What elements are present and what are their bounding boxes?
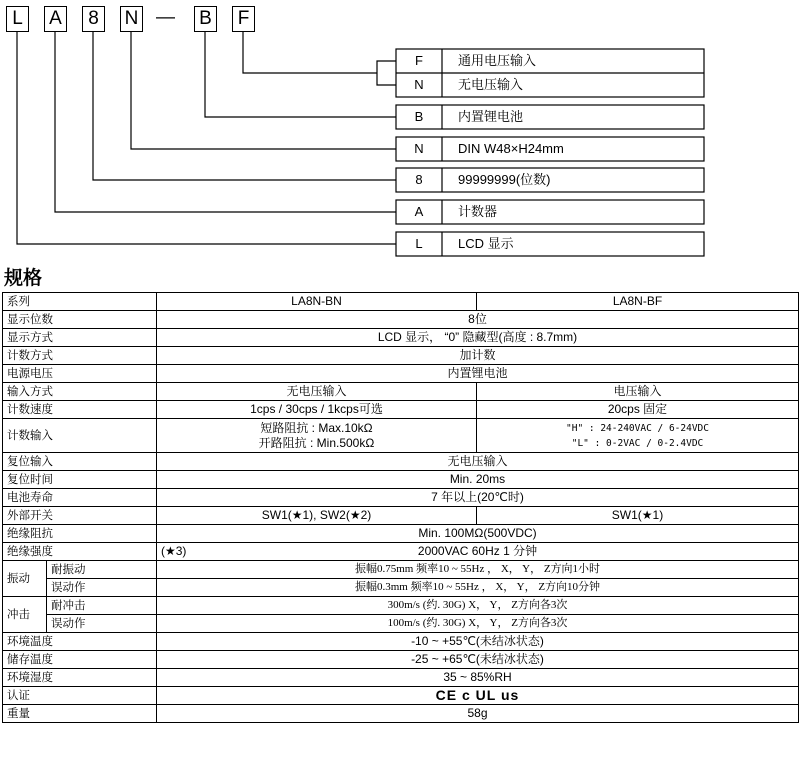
row-label: 复位时间 [3, 471, 157, 489]
code-separator: — [156, 7, 175, 28]
table-row [3, 543, 799, 561]
model-bn: LA8N-BN [157, 293, 477, 311]
table-row [3, 579, 799, 597]
row-value: 300m/s (约. 30G) X， Y， Z方向各3次 [157, 597, 799, 615]
table-row [3, 561, 799, 579]
option-key: N [414, 77, 424, 92]
value-bn: 无电压输入 [157, 383, 477, 401]
row-label: 外部开关 [3, 507, 157, 525]
option-desc: 无电压输入 [458, 77, 524, 92]
table-row [3, 687, 799, 705]
row-value: -10 ~ +55℃(未结冰状态) [157, 633, 799, 651]
table-row [3, 633, 799, 651]
value-bf: 20cps 固定 [477, 401, 799, 419]
model-code-diagram [0, 0, 800, 262]
table-row [3, 471, 799, 489]
value-bn: 1cps / 30cps / 1kcps可选 [157, 401, 477, 419]
row-label: 显示方式 [3, 329, 157, 347]
table-row [3, 311, 799, 329]
table-row [3, 705, 799, 723]
row-value: 无电压输入 [157, 453, 799, 471]
row-label: 电池寿命 [3, 489, 157, 507]
table-row [3, 669, 799, 687]
table-row [3, 401, 799, 419]
row-value: 8位 [157, 311, 799, 329]
table-row [3, 329, 799, 347]
sub-label: 误动作 [47, 579, 157, 597]
sub-label: 误动作 [47, 615, 157, 633]
row-value: 振幅0.3mm 频率10 ~ 55Hz ， X， Y， Z方向10分钟 [157, 579, 799, 597]
option-key: 8 [415, 172, 423, 187]
row-label: 认证 [3, 687, 157, 705]
table-row [3, 347, 799, 365]
impedance-open: 开路阻抗 : Min.500kΩ [258, 435, 375, 450]
row-value: 35 ~ 85%RH [157, 669, 799, 687]
code-char-B: B [194, 6, 217, 32]
option-desc: 计数器 [458, 204, 498, 219]
row-value: 振幅0.75mm 频率10 ~ 55Hz ， X， Y， Z方向1小时 [157, 561, 799, 579]
row-label: 计数速度 [3, 401, 157, 419]
row-label: 显示位数 [3, 311, 157, 329]
code-char-N: N [120, 6, 143, 32]
row-label: 储存温度 [3, 651, 157, 669]
row-label: 计数输入 [3, 419, 157, 453]
table-row [3, 615, 799, 633]
row-label: 绝缘阻抗 [3, 525, 157, 543]
row-value: 内置锂电池 [157, 365, 799, 383]
row-label: 重量 [3, 705, 157, 723]
row-value: 加计数 [157, 347, 799, 365]
row-label: 计数方式 [3, 347, 157, 365]
spec-table [2, 292, 799, 723]
code-char-L: L [6, 6, 29, 32]
dielectric-value: 2000VAC 60Hz 1 分钟 [417, 544, 538, 558]
option-desc: DIN W48×H24mm [458, 141, 564, 156]
option-key: B [414, 109, 424, 124]
row-value: -25 ~ +65℃(未结冰状态) [157, 651, 799, 669]
value-bf: SW1(★1) [477, 507, 799, 525]
model-bf: LA8N-BF [477, 293, 799, 311]
impedance-short: 短路阻抗 : Max.10kΩ [260, 420, 373, 435]
row-label: 电源电压 [3, 365, 157, 383]
row-label: 输入方式 [3, 383, 157, 401]
option-key: A [414, 204, 424, 219]
option-desc: 内置锂电池 [458, 109, 524, 124]
sub-label: 耐振动 [47, 561, 157, 579]
cert-marks: CE c UL us [435, 686, 520, 703]
voltage-low: "L" : 0-2VAC / 0-2.4VDC [571, 437, 704, 449]
row-value: 100m/s (约. 30G) X， Y， Z方向各3次 [157, 615, 799, 633]
footnote-ref: (★3) [161, 544, 187, 558]
row-label: 复位输入 [3, 453, 157, 471]
option-key: F [415, 53, 423, 68]
row-label: 振动 [3, 561, 47, 597]
table-row [3, 651, 799, 669]
row-label: 冲击 [3, 597, 47, 633]
table-row [3, 293, 799, 311]
table-row [3, 453, 799, 471]
code-char-A: A [44, 6, 67, 32]
sub-label: 耐冲击 [47, 597, 157, 615]
table-row [3, 383, 799, 401]
voltage-high: "H" : 24-240VAC / 6-24VDC [566, 422, 709, 434]
row-label: 绝缘强度 [3, 543, 157, 561]
row-value: LCD 显示， “0” 隐藏型(高度 : 8.7mm) [157, 329, 799, 347]
cert-logos [157, 687, 799, 705]
code-char-8: 8 [82, 6, 105, 32]
table-row [3, 507, 799, 525]
row-label: 环境湿度 [3, 669, 157, 687]
row-label: 系列 [3, 293, 157, 311]
table-row [3, 597, 799, 615]
table-row [3, 525, 799, 543]
row-value: 58g [157, 705, 799, 723]
table-row [3, 489, 799, 507]
row-value [157, 543, 799, 561]
option-desc: LCD 显示 [458, 236, 514, 251]
code-char-F: F [232, 6, 255, 32]
row-value: Min. 100MΩ(500VDC) [157, 525, 799, 543]
option-desc: 99999999(位数) [458, 172, 551, 187]
value-bf: 电压输入 [477, 383, 799, 401]
table-row [3, 419, 799, 453]
table-row [3, 365, 799, 383]
row-value: 7 年以上(20℃时) [157, 489, 799, 507]
row-label: 环境温度 [3, 633, 157, 651]
value-bn: SW1(★1), SW2(★2) [157, 507, 477, 525]
option-key: L [415, 236, 423, 251]
row-value: Min. 20ms [157, 471, 799, 489]
value-bf [477, 419, 799, 453]
option-desc: 通用电压输入 [458, 53, 537, 68]
connector-lines [0, 0, 800, 262]
value-bn [157, 419, 477, 453]
option-key: N [414, 141, 424, 156]
spec-heading: 规格 [4, 268, 43, 289]
